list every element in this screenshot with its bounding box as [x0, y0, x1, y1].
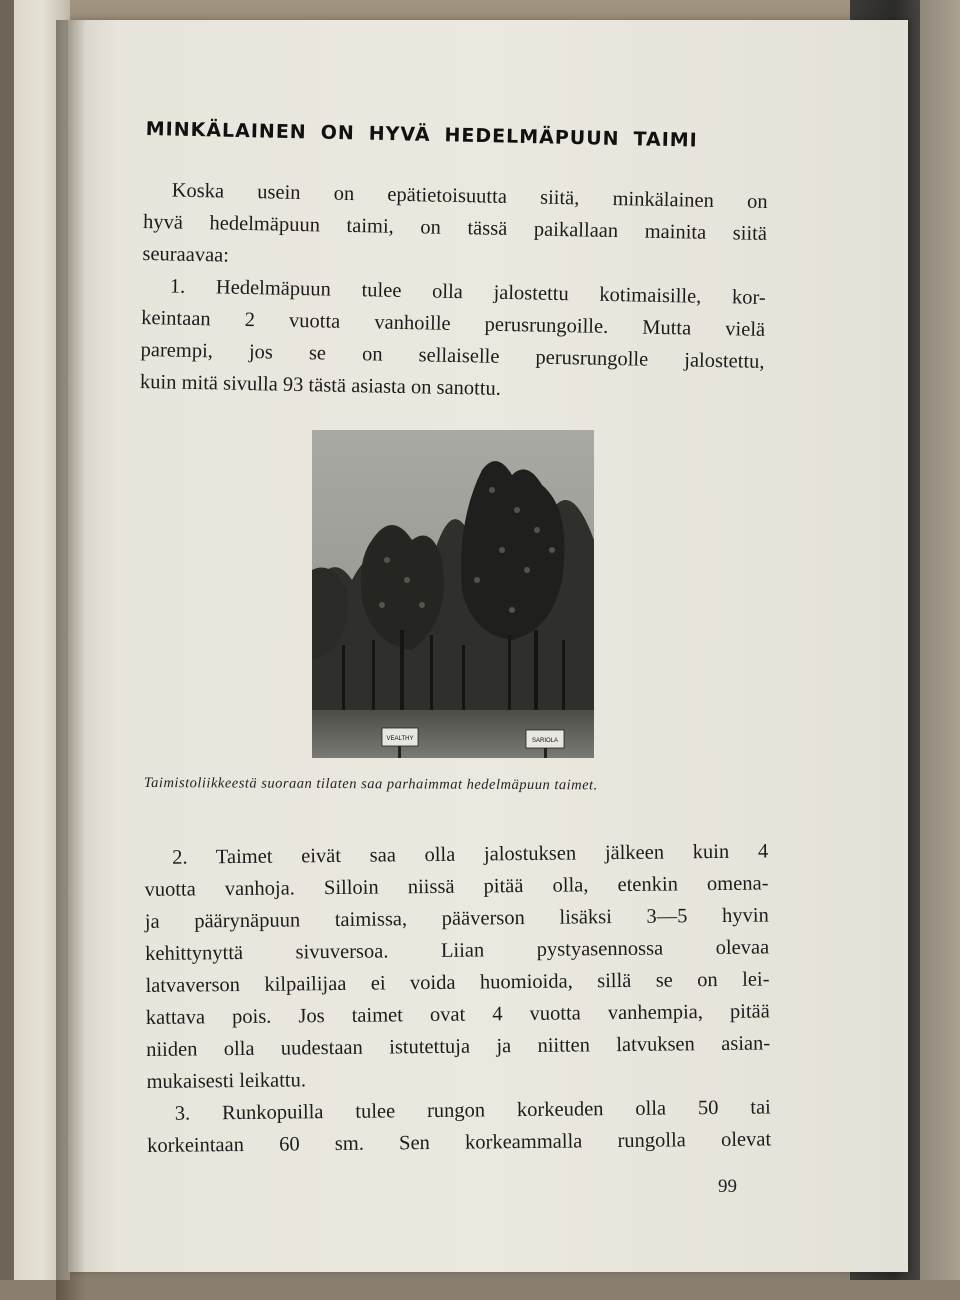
text-line: vuotta vanhoja. Silloin niissä pitää olla, etenkin omena-: [144, 872, 769, 901]
page-number: 99: [718, 1176, 737, 1197]
text-line: Koska usein on epätietoisuutta siitä, minkälainen on: [171, 179, 768, 213]
text-line: 2. Taimet eivät saa olla jalostuksen jälkeen kuin 4: [172, 840, 769, 869]
sign-right-label: SARIOLA: [531, 738, 559, 744]
text-line: latvaverson kilpailijaa ei voida huomioida, sillä se on lei-: [145, 968, 770, 997]
left-book-cover: [0, 0, 14, 1280]
book-page: [68, 20, 908, 1272]
orchard-photo: [312, 430, 594, 758]
text-line: ja päärynäpuun taimissa, pääverson lisäksi 3—5 hyvin: [144, 904, 769, 933]
text-line: korkeintaan 60 sm. Sen korkeammalla rungolla olevat: [147, 1128, 772, 1157]
sign-left-label: VEALTHY: [386, 736, 414, 742]
heading-word: HEDELMÄPUUN: [444, 124, 620, 150]
heading-word: ON: [320, 121, 355, 145]
spine-shadow: [56, 20, 86, 1300]
heading-word: HYVÄ: [368, 122, 431, 146]
items-2-and-3: [144, 835, 771, 1162]
heading-word: MINKÄLAINEN: [145, 118, 307, 144]
text-line: mukaisesti leikattu.: [146, 1069, 307, 1093]
text-line: kuin mitä sivulla 93 tästä asiasta on sanottu.: [139, 370, 502, 400]
text-line: 3. Runkopuilla tulee rungon korkeuden olla 50 tai: [174, 1096, 771, 1125]
text-line: niiden olla uudestaan istutettuja ja niitten latvuksen asian-: [146, 1032, 771, 1061]
text-line: seuraavaa:: [142, 242, 230, 267]
text-line: 1. Hedelmäpuun tulee olla jalostettu kotimaisille, kor-: [169, 275, 766, 309]
intro-and-item-1: [140, 174, 768, 410]
heading-word: TAIMI: [633, 128, 698, 152]
text-line: parempi, jos se on sellaiselle perusrungolle jalostettu,: [140, 338, 765, 373]
text-line: kehittynyttä sivuversoa. Liian pystyasennossa olevaa: [145, 936, 770, 965]
text-line: keintaan 2 vuotta vanhoille perusrungoille. Mutta vielä: [141, 306, 766, 341]
page-heading: [146, 118, 786, 153]
photo-caption: Taimistoliikkeestä suoraan tilaten saa parhaimmat hedelmäpuun taimet.: [143, 775, 598, 794]
right-background: [920, 0, 960, 1280]
text-line: hyvä hedelmäpuun taimi, on tässä paikallaan mainita siitä: [142, 210, 768, 245]
text-line: kattava pois. Jos taimet ovat 4 vuotta vanhempia, pitää: [145, 1000, 770, 1029]
